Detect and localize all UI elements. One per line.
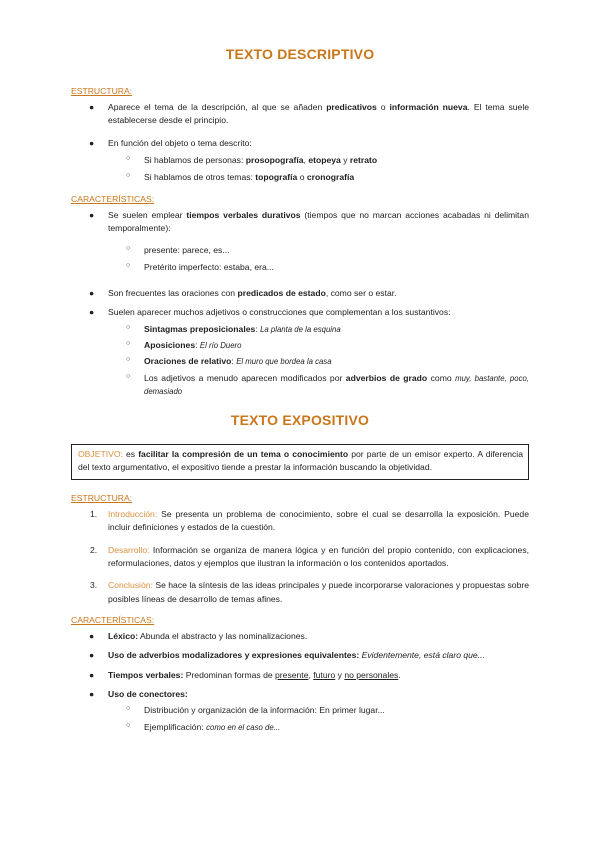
expositivo-section: [0, 492, 600, 734]
circle-bullet-icon: ○: [126, 172, 131, 180]
circle-bullet-icon: ○: [126, 154, 131, 162]
circle-bullet-icon: ○: [126, 705, 131, 713]
bullet-icon: ●: [89, 209, 95, 220]
sub-list-item: ○ Aposiciones: El río Duero: [126, 340, 242, 351]
list-item: ● Uso de adverbios modalizadores y expresiones equivalentes: Evidentemente, está claro que...: [71, 649, 529, 662]
caracteristicas-label: CARACTERÍSTICAS:: [71, 193, 155, 204]
ordered-item: 1. Introducción: Se presenta un problema de conocimiento, sobre el cual se desarrolla la exposición. Puede incluir definiciones y estados de la cuestión.: [90, 508, 529, 533]
circle-bullet-icon: ○: [126, 340, 131, 348]
list-item: ● Léxico: Abunda el abstracto y las nominalizaciones.: [71, 630, 529, 643]
sub-list-item: ○ Distribución y organización de la información: En primer lugar...: [126, 705, 385, 716]
circle-bullet-icon: ○: [126, 721, 131, 729]
sub-list-item: ○ Oraciones de relativo: El muro que bordea la casa: [126, 356, 332, 367]
sub-list-item: ○ presente: parece, es...: [126, 244, 230, 255]
list-item: ● En función del objeto o tema descrito:: [71, 137, 529, 150]
bullet-icon: ●: [89, 137, 95, 148]
bullet-icon: ●: [89, 307, 95, 318]
sub-list-item: ○ Si hablamos de otros temas: topografía o cronografía: [126, 172, 355, 183]
bullet-icon: ●: [89, 689, 95, 700]
bullet-icon: ●: [89, 102, 95, 112]
circle-bullet-icon: ○: [126, 244, 131, 252]
bullet-icon: ●: [89, 650, 95, 661]
list-item: ● Se suelen emplear tiempos verbales durativos (tiempos que no marcan acciones acabadas ni delimitan temporalmente):: [89, 209, 529, 234]
circle-bullet-icon: ○: [126, 323, 131, 331]
list-item: ● Tiempos verbales: Predominan formas de presente, futuro y no personales.: [71, 669, 529, 682]
bullet-icon: ●: [89, 288, 95, 299]
ordered-item: 2. Desarrollo: Información se organiza de manera lógica y en función del propio contenido, con explicaciones, reformulaciones, datos y ejemplos que ilustran la información o los contenidos aportados.: [90, 544, 529, 568]
sub-list-item: ○ Sintagmas preposicionales: La planta de la esquina: [126, 323, 341, 334]
sub-list-item: ○ Si hablamos de personas: prosopografía, etopeya y retrato: [126, 154, 378, 165]
circle-bullet-icon: ○: [126, 356, 131, 364]
estructura-label: ESTRUCTURA:: [71, 492, 133, 503]
sub-list-item: ○ Los adjetivos a menudo aparecen modificados por adverbios de grado como muy, bastante, poco, demasiado: [126, 372, 529, 396]
title-texto-expositivo: TEXTO EXPOSITIVO: [230, 412, 370, 429]
title-texto-descriptivo: TEXTO DESCRIPTIVO: [225, 46, 375, 62]
bullet-icon: ●: [89, 669, 95, 680]
sub-list-item: ○ Pretérito imperfecto: estaba, era...: [126, 261, 274, 272]
list-item: ● Aparece el tema de la descripción, al que se añaden predicativos o información nueva. El tema suele establecerse desde el principio.: [89, 102, 530, 126]
circle-bullet-icon: ○: [126, 261, 131, 269]
sub-list-item: ○ Ejemplificación: como en el caso de...: [126, 721, 281, 732]
descriptivo-section: [0, 85, 600, 399]
circle-bullet-icon: ○: [126, 372, 131, 380]
list-item: ● Uso de conectores:: [71, 688, 529, 701]
ordered-item: 3. Conclusión: Se hace la síntesis de las ideas principales y puede incorporarse valoraciones y propuestas sobre posibles líneas de desarrollo de temas afines.: [90, 580, 529, 604]
objetivo-label: OBJETIVO:: [78, 449, 123, 459]
list-item: ● Son frecuentes las oraciones con predicados de estado, como ser o estar.: [71, 287, 529, 300]
caracteristicas-label: CARACTERÍSTICAS:: [71, 614, 155, 625]
list-item: ● Suelen aparecer muchos adjetivos o construcciones que complementan a los sustantivos:: [71, 306, 529, 319]
bullet-icon: ●: [89, 631, 95, 642]
objetivo-box: OBJETIVO: es facilitar la compresión de un tema o conocimiento por parte de un emisor experto. A diferencia del texto argumentativo, el expositivo tiende a prestar la información buscando la objetividad.: [71, 444, 529, 480]
estructura-label: ESTRUCTURA:: [71, 85, 133, 96]
